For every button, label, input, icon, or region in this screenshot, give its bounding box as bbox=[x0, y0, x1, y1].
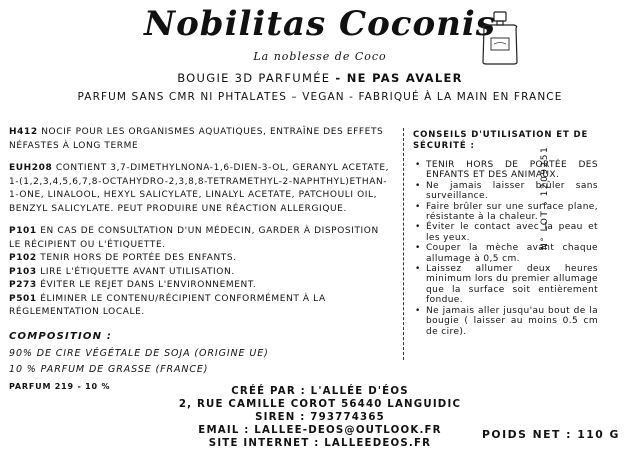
list-item: • TENIR HORS DE PORTÉE DES ENFANTS ET DES ANIMAUX. bbox=[415, 160, 598, 181]
bullet-icon: • bbox=[415, 264, 421, 275]
precaution-p103: P103 LIRE L'ÉTIQUETTE AVANT UTILISATION. bbox=[9, 266, 235, 277]
hazard-h412: H412 NOCIF POUR LES ORGANISMES AQUATIQUES, ENTRAÎNE DES EFFETS NÉFASTES À LONG TERME bbox=[9, 127, 384, 151]
bullet-icon: • bbox=[415, 222, 421, 233]
swallow-warning: - NE PAS AVALER bbox=[335, 71, 463, 85]
precaution-p273: P273 ÉVITER LE REJET DANS L'ENVIRONNEMENT. bbox=[9, 280, 257, 290]
bullet-icon: • bbox=[415, 180, 421, 191]
bullet-icon: • bbox=[415, 160, 421, 170]
perfume-bottle-icon bbox=[476, 10, 524, 66]
maker-siren: SIREN : 793774365 bbox=[255, 412, 385, 423]
composition-line: 90% DE CIRE VÉGÉTALE DE SOJA (ORIGINE UE) bbox=[9, 348, 269, 359]
composition-title: COMPOSITION : bbox=[9, 331, 113, 342]
maker-email: EMAIL : LALLEE-DEOS@OUTLOOK.FR bbox=[198, 425, 442, 436]
list-item: • Couper la mèche avant chaque allumage à 0,5 cm. bbox=[415, 243, 598, 264]
lot-number: N° LOT : 1209251 bbox=[540, 145, 550, 250]
usage-tips-title: CONSEILS D'UTILISATION ET DE SÉCURITÉ : bbox=[413, 130, 589, 151]
bullet-icon: • bbox=[415, 201, 421, 212]
list-item: • Ne jamais aller jusqu'au bout de la bougie ( laisser au moins 0.5 cm de cire). bbox=[415, 305, 598, 337]
product-type: BOUGIE 3D PARFUMÉE bbox=[177, 71, 331, 85]
list-item: • Ne jamais laisser brûler sans surveillance. bbox=[415, 180, 598, 202]
list-item: • Laissez allumer deux heures minimum lors du premier allumage que la surface soit entièrement fondue. bbox=[415, 264, 598, 306]
maker-address: 2, RUE CAMILLE COROT 56440 LANGUIDIC bbox=[178, 399, 462, 410]
net-weight: POIDS NET : 110 G bbox=[482, 428, 620, 441]
list-item: • Éviter le contact avec la peau et les yeux. bbox=[415, 222, 598, 243]
precaution-p102: P102 TENIR HORS DE PORTÉE DES ENFANTS. bbox=[9, 253, 237, 263]
maker-website: SITE INTERNET : LALLEEDEOS.FR bbox=[208, 438, 432, 449]
bullet-icon: • bbox=[415, 305, 421, 316]
product-claims: PARFUM SANS CMR NI PHTALATES – VEGAN - FABRIQUÉ À LA MAIN EN FRANCE bbox=[77, 91, 563, 103]
usage-tips-list bbox=[413, 160, 598, 337]
list-item: • Faire brûler sur une surface plane, résistante à la chaleur. bbox=[415, 201, 598, 223]
composition-line: 10 % PARFUM DE GRASSE (FRANCE) bbox=[9, 364, 209, 375]
hazard-statements bbox=[9, 126, 394, 320]
maker-name: CRÉÉ PAR : L'ALLÉE D'ÉOS bbox=[231, 386, 409, 397]
column-divider bbox=[403, 128, 404, 360]
bullet-icon: • bbox=[415, 243, 421, 254]
parfum-reference: PARFUM 219 - 10 % bbox=[9, 382, 111, 391]
brand-tagline: La noblesse de Coco bbox=[253, 50, 387, 63]
hazard-euh208: EUH208 CONTIENT 3,7-DIMETHYLNONA-1,6-DIEN-3-OL, GERANYL ACETATE, 1-(1,2,3,4,5,6,7,8-OCTAHYDRO-2,3,8,8-TETRAMETHYL-2-NAPHTHYL)ETHAN-1-ONE, LINALOOL, HEXYL SALICYLATE, LINALYL ACETATE, PATCHOULI OIL, BENZYL SALICYLATE. PEUT PRODUIRE UNE RÉACTION ALLERGIQUE. bbox=[9, 163, 390, 214]
precaution-p501: P501 ÉLIMINER LE CONTENU/RÉCIPIENT CONFORMÉMENT À LA RÉGLEMENTATION LOCALE. bbox=[9, 293, 326, 317]
precaution-p101: P101 EN CAS DE CONSULTATION D'UN MÉDECIN, GARDER À DISPOSITION LE RÉCIPIENT OU L'ÉTIQUETTE. bbox=[9, 226, 379, 250]
brand-name: Nobilitas Coconis bbox=[144, 4, 496, 44]
